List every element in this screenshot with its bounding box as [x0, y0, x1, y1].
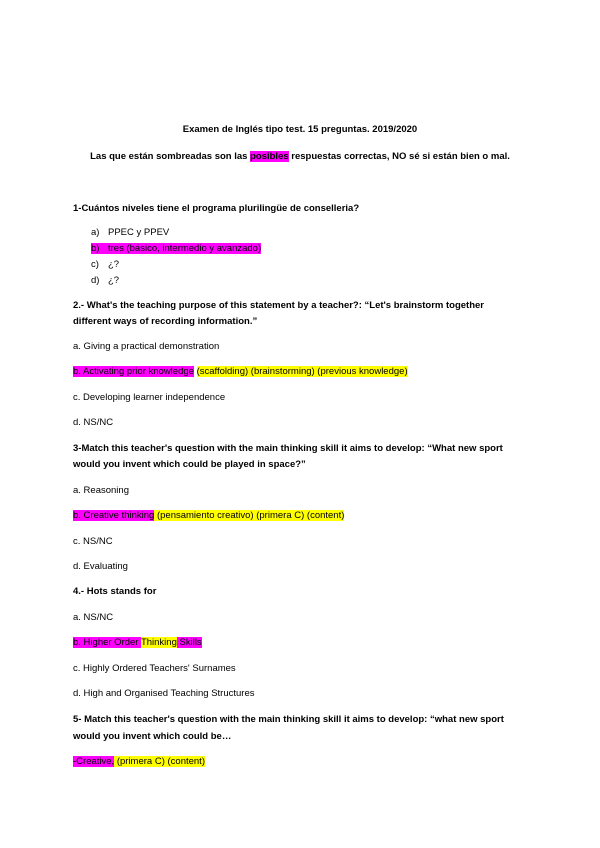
q1-option-c [91, 259, 119, 271]
question-5-line-1: 5- Match this teacher's question with the main thinking skill it aims to develop: “what new sport [73, 714, 504, 725]
q2-option-b-main: b. Activating prior knowledge [73, 366, 194, 377]
q2-option-b-extra: (scaffolding) (brainstorming) (previous knowledge) [196, 366, 408, 377]
q3-option-d: d. Evaluating [73, 561, 128, 572]
q4-option-b-part-2: Thinking [140, 637, 177, 648]
q2-option-b [73, 366, 408, 378]
q5-answer [73, 756, 205, 768]
question-1: 1-Cuántos niveles tiene el programa plurilingüe de conselleria? [73, 203, 360, 214]
question-5-line-2: would you invent which could be… [73, 731, 232, 742]
q5-answer-main: -Creative, [73, 756, 115, 767]
q2-option-c: c. Developing learner independence [73, 392, 226, 403]
intro-highlight: posibles [250, 151, 289, 162]
q1-option-b [91, 243, 261, 255]
q4-option-d: d. High and Organised Teaching Structures [73, 688, 255, 699]
question-4: 4.- Hots stands for [73, 586, 157, 597]
q4-option-a: a. NS/NC [73, 612, 114, 623]
q1-option-c-letter: c) [91, 259, 99, 270]
q1-option-a [91, 227, 169, 239]
q4-option-c: c. Highly Ordered Teachers' Surnames [73, 663, 236, 674]
q1-option-b-letter: b) [91, 243, 100, 254]
q4-option-b-part-3: Skills [176, 637, 202, 648]
question-3-line-1: 3-Match this teacher's question with the main thinking skill it aims to develop: “What new sport [73, 443, 503, 454]
q1-option-c-text: ¿? [108, 259, 120, 270]
q1-option-d-text: ¿? [108, 275, 120, 286]
q2-option-a: a. Giving a practical demonstration [73, 341, 220, 352]
document-title: Examen de Inglés tipo test. 15 preguntas. 2019/2020 [182, 124, 418, 135]
question-2-line-2: different ways of recording information.” [73, 316, 258, 327]
q3-option-c: c. NS/NC [73, 536, 113, 547]
q1-option-d-letter: d) [91, 275, 100, 286]
question-3-line-2: would you invent which could be played in space?” [73, 459, 306, 470]
q1-option-d [91, 275, 119, 287]
q3-option-b [73, 510, 344, 522]
intro-before: Las que están sombreadas son las [90, 151, 251, 162]
question-2-line-1: 2.- What's the teaching purpose of this statement by a teacher?: “Let's brainstorm together [73, 300, 484, 311]
q1-option-a-text: PPEC y PPEV [108, 227, 170, 238]
q3-option-b-main: b. Creative thinking [73, 510, 155, 521]
q2-option-d: d. NS/NC [73, 417, 114, 428]
q3-option-b-extra: (pensamiento creativo) (primera C) (content) [154, 510, 345, 521]
q5-answer-extra: (primera C) (content) [114, 756, 205, 767]
q4-option-b-part-1: b. Higher Order [73, 637, 141, 648]
q1-option-a-letter: a) [91, 227, 100, 238]
q4-option-b [73, 637, 202, 649]
q1-option-b-text: tres (básico, intermedio y avanzado) [108, 243, 262, 254]
intro-after: respuestas correctas, NO sé si están bien o mal. [288, 151, 510, 162]
intro-note [0, 151, 600, 163]
q3-option-a: a. Reasoning [73, 485, 129, 496]
